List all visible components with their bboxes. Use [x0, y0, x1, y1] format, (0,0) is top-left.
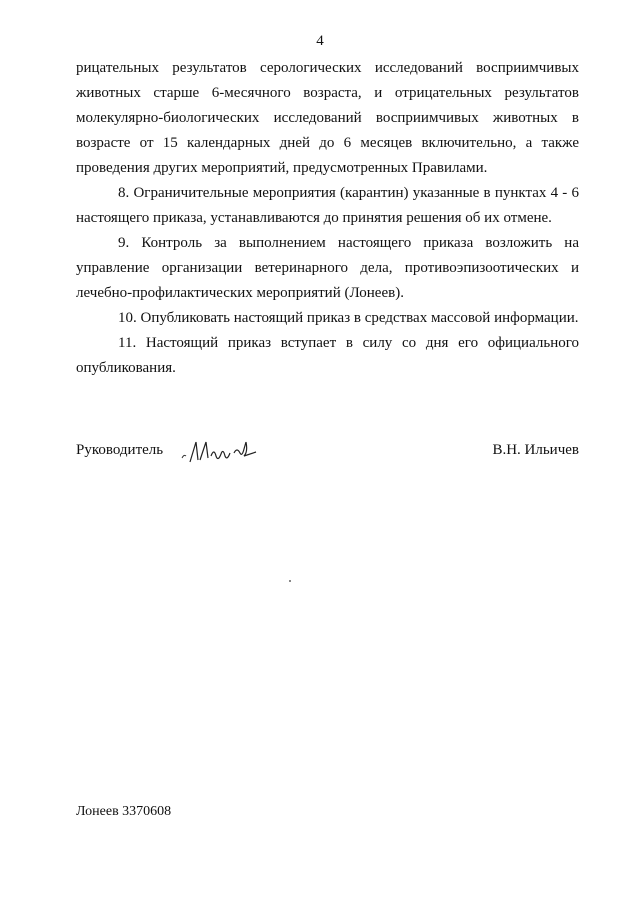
handwritten-signature — [176, 434, 266, 473]
signatory-name: В.Н. Ильичев — [492, 442, 579, 458]
paragraph-continuation: рицательных результатов серологических исследований восприимчивых животных старше 6-месячного возраста, и отрицательных результатов молекулярно-биологических исследований восприимчивых животных в возрасте от 15 календарных дней до 6 месяцев включительно, а также проведения других мероприятий, предусмотренных Правилами. — [76, 60, 579, 176]
paragraph-item-8: 8. Ограничительные мероприятия (карантин) указанные в пунктах 4 - 6 настоящего приказа, устанавливаются до принятия решения об их отмене. — [76, 185, 579, 226]
signatory-role: Руководитель — [76, 442, 164, 458]
document-body — [76, 56, 579, 381]
paragraph-item-9: 9. Контроль за выполнением настоящего приказа возложить на управление организации ветеринарного дела, противоэпизоотических и лечебно-профилактических мероприятий (Лонеев). — [76, 235, 579, 301]
paragraph-item-10: 10. Опубликовать настоящий приказ в средствах массовой информации. — [118, 310, 579, 326]
executor-reference: Лонеев 3370608 — [76, 804, 172, 819]
scan-speck — [289, 580, 291, 582]
signature-block — [76, 442, 579, 472]
paragraph-item-11: 11. Настоящий приказ вступает в силу со дня его официального опубликования. — [76, 335, 579, 376]
page-number: 4 — [316, 33, 324, 49]
